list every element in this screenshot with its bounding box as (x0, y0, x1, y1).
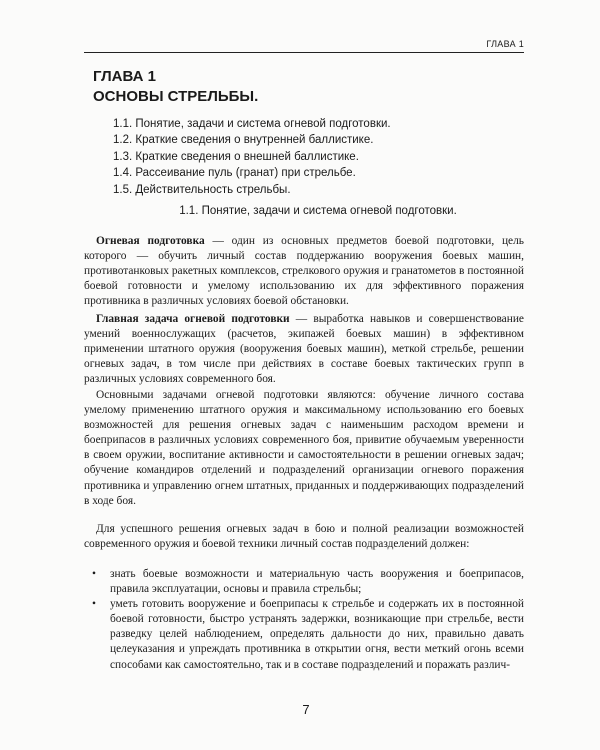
paragraph-requirements-intro (84, 522, 524, 552)
paragraph-fire-training-definition (84, 234, 524, 309)
paragraph-main-objectives (84, 388, 524, 509)
paragraph-main-task (84, 312, 524, 387)
list-item-text: знать боевые возможности и материальную часть вооружения и боеприпасов, правила эксплуатации, основы и правила стрельбы; (110, 568, 524, 596)
running-head: ГЛАВА 1 (84, 38, 524, 53)
list-item (84, 597, 524, 672)
chapter-title: ОСНОВЫ СТРЕЛЬБЫ. (93, 88, 259, 105)
toc-item: 1.5. Действительность стрельбы. (113, 183, 291, 196)
list-item-text: уметь готовить вооружение и боеприпасы к стрельбе и содержать их в постоянной боевой готовности, быстро устранять задержки, возникающие при стрельбе, вести разведку целей наблюдением, определять дальности до них, правильно давать целеуказания и упреждать противника в открытии огня, вести меткий огонь всеми способами как самостоятельно, так и в составе подразделений и поражать различ- (110, 598, 524, 671)
chapter-contents-list (113, 116, 391, 198)
bullet-icon: • (92, 598, 96, 611)
term-main-task: Главная задача огневой подготовки (96, 313, 290, 325)
toc-item: 1.3. Краткие сведения о внешней баллистике. (113, 150, 359, 163)
paragraph-text: — один из основных предметов боевой подготовки, цель которого — обучить личный состав поддержанию вооружения боевых машин, противотанковых ракетных комплексов, стрелкового оружия и гранатометов в постоянной боевой готовности и умелому использованию их для эффективного поражения противника в различных условиях боевой обстановки. (84, 235, 524, 308)
bullet-icon: • (92, 568, 96, 580)
requirements-list (84, 567, 524, 673)
toc-item: 1.1. Понятие, задачи и система огневой подготовки. (113, 118, 391, 130)
section-heading: 1.1. Понятие, задачи и система огневой подготовки. (179, 205, 457, 217)
term-fire-training: Огневая подготовка (96, 235, 205, 247)
chapter-label: ГЛАВА 1 (93, 68, 156, 85)
list-item (84, 567, 524, 597)
paragraph-text: — выработка навыков и совершенствование умений военнослужащих (расчетов, экипажей боевых машин) в эффективном применении штатного оружия (вооружения боевых машин), меткой стрельбе, решении огневых задач, в том числе при действиях в составе боевых тактических групп в различных условиях современного боя. (84, 313, 524, 386)
paragraph-text: Для успешного решения огневых задач в бою и полной реализации возможностей современного оружия и боевой техники личный состав подразделений должен: (84, 523, 524, 551)
page-number: 7 (302, 702, 310, 717)
toc-item: 1.2. Краткие сведения о внутренней баллистике. (113, 134, 374, 147)
toc-item: 1.4. Рассеивание пуль (гранат) при стрельбе. (113, 167, 356, 180)
paragraph-text: Основными задачами огневой подготовки являются: обучение личного состава умелому применению штатного оружия и максимальному использованию его боевых возможностей для решения огневых задач с наименьшим расходом времени и боеприпасов в различных условиях современного боя, привитие обучаемым уверенности в своем оружии, воспитание активности и самостоятельности в решении огневых задач; обучение командиров отделений и подразделений организации огневого поражения противника и управлению огнем штатных, приданных и поддерживающих подразделений в ходе боя. (84, 389, 524, 507)
